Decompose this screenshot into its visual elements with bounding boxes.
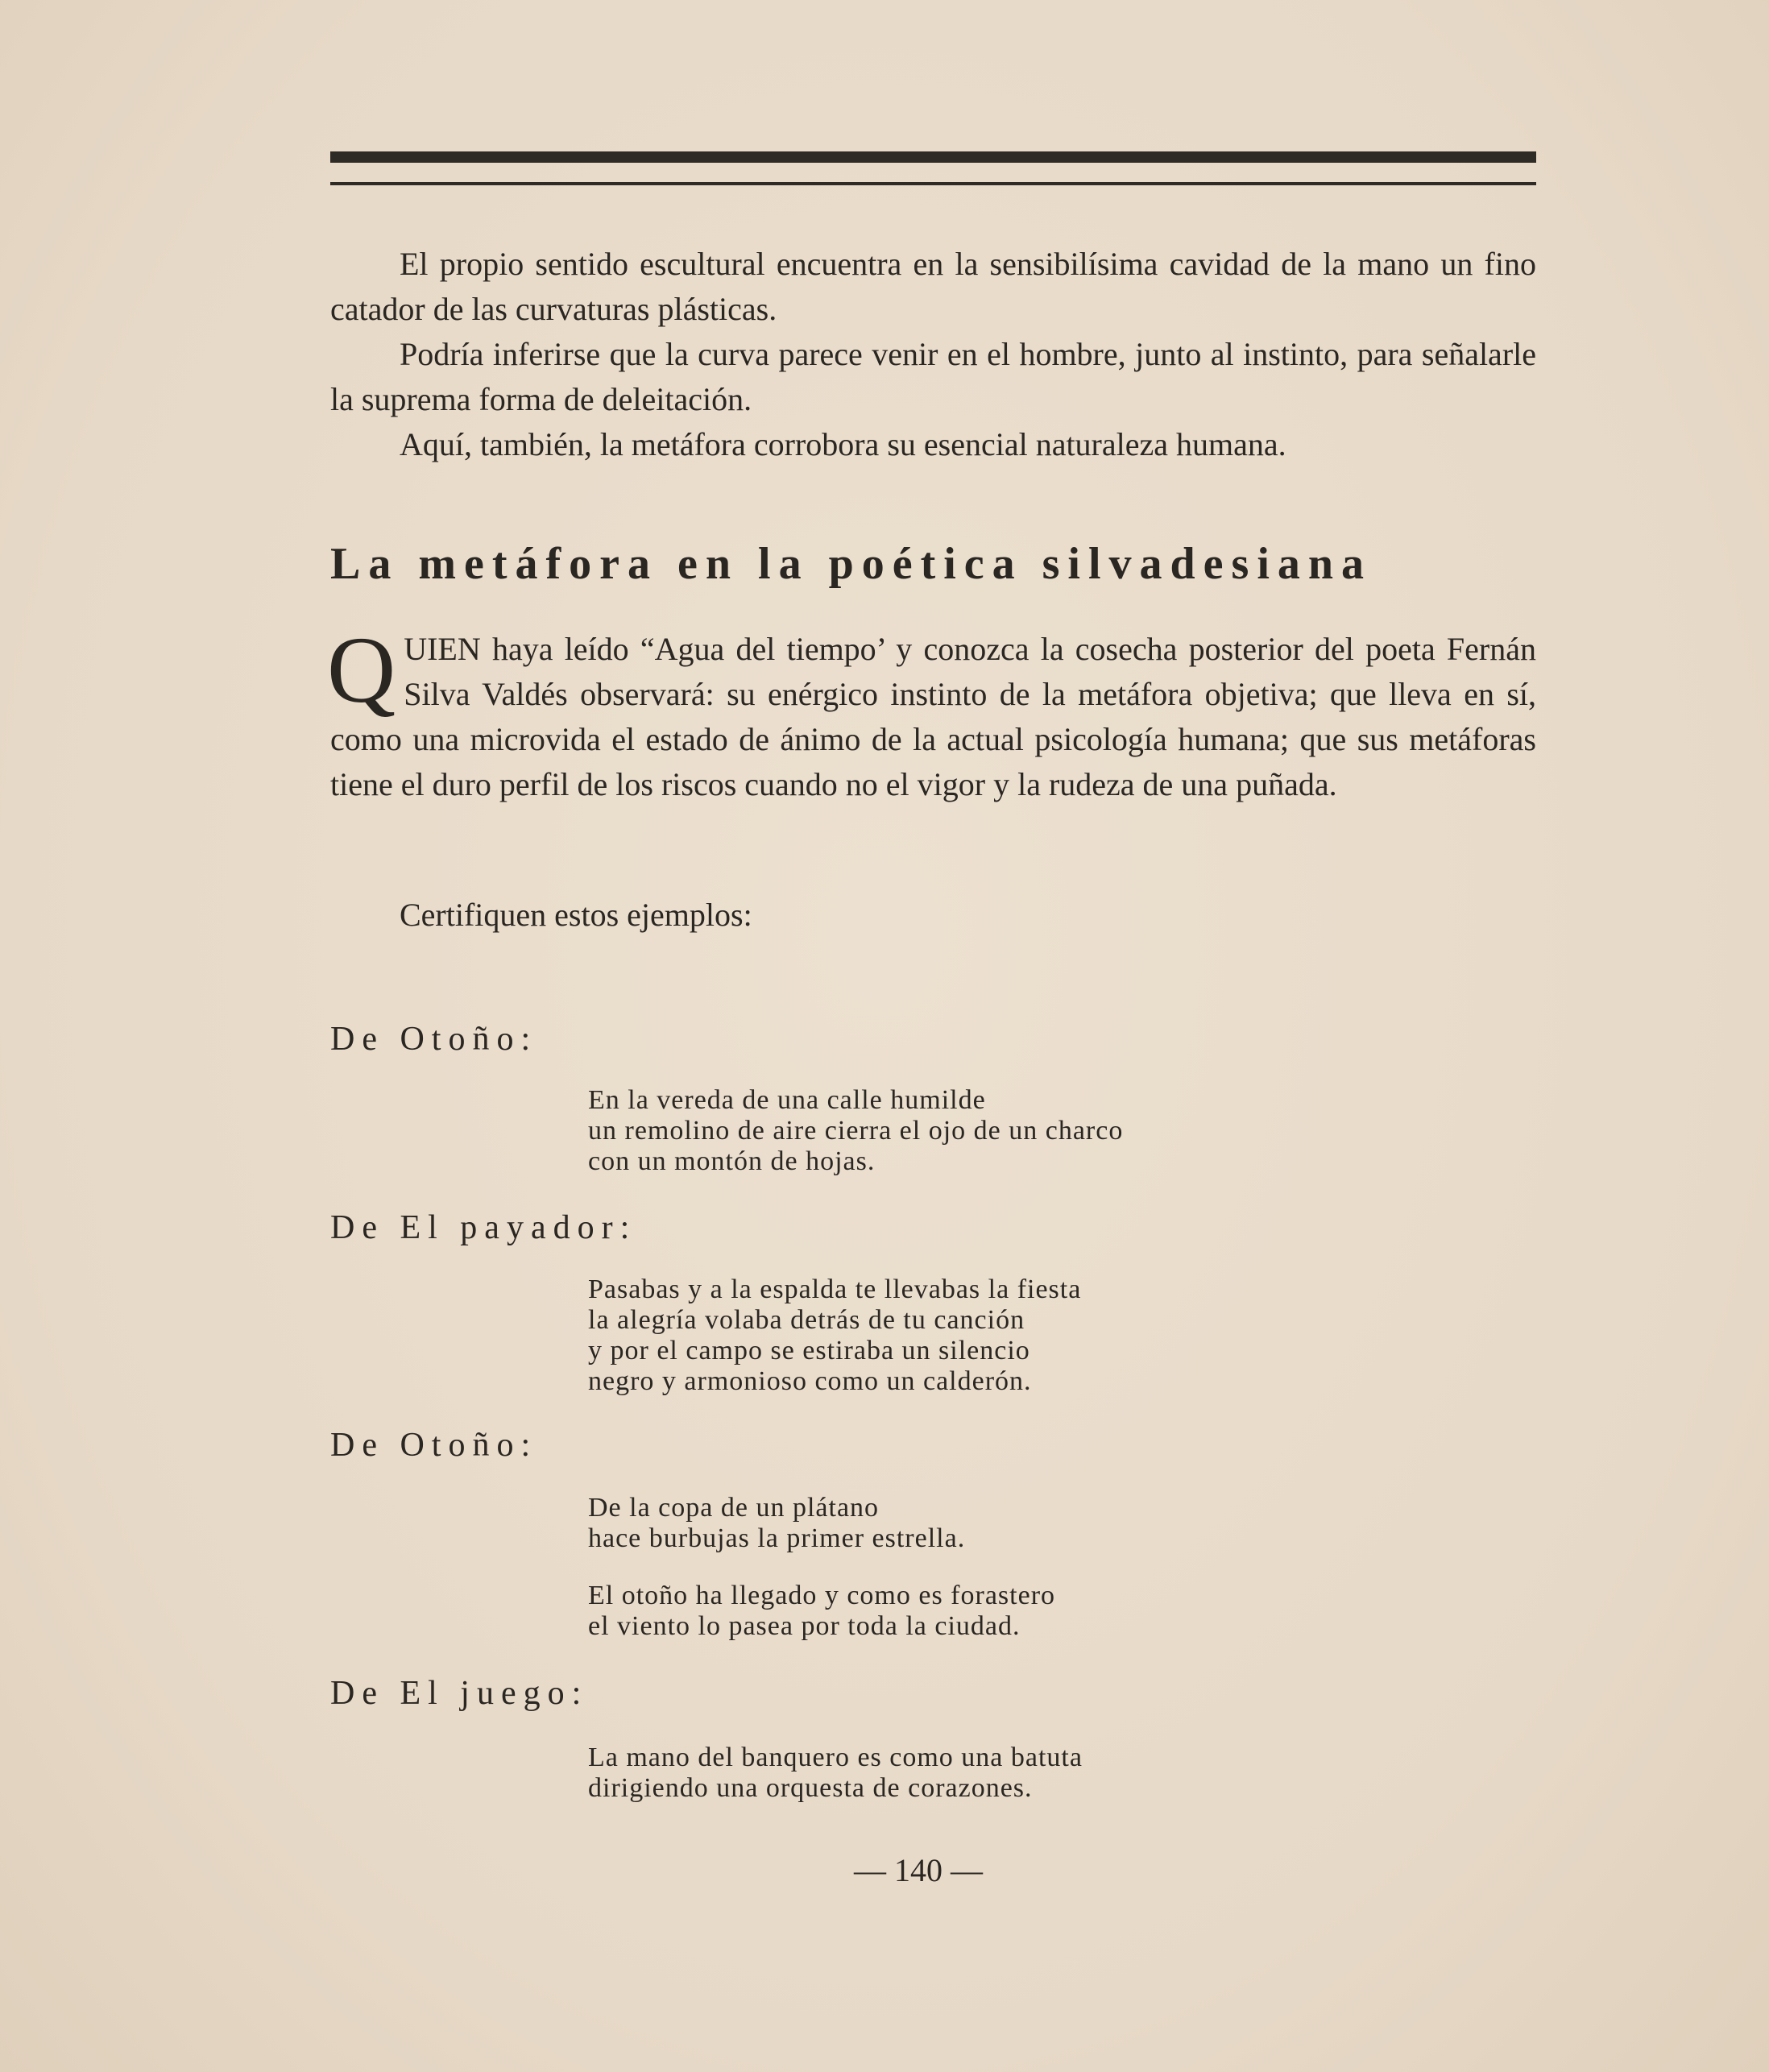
header-rule-thin xyxy=(330,182,1536,185)
intro-paragraph-2: Podría inferirse que la curva parece venir en el hombre, junto al instinto, para señalarle la suprema forma de deleitación. xyxy=(330,336,1536,417)
verse-line: hace burbujas la primer estrella. xyxy=(588,1523,966,1553)
example-verse-1 xyxy=(588,1085,1123,1177)
intro-paragraph-3: Aquí, también, la metáfora corrobora su esencial naturaleza humana. xyxy=(400,426,1286,462)
verse-line: dirigiendo una orquesta de corazones. xyxy=(588,1773,1033,1803)
page-number: — 140 — xyxy=(854,1852,983,1888)
verse-line: Pasabas y a la espalda te llevabas la fiesta xyxy=(588,1274,1082,1304)
verse-line: y por el campo se estiraba un silencio xyxy=(588,1336,1030,1365)
verse-line: En la vereda de una calle humilde xyxy=(588,1085,986,1115)
verse-line: el viento lo pasea por toda la ciudad. xyxy=(588,1611,1021,1641)
dropcap-paragraph xyxy=(327,617,1536,807)
verse-line: un remolino de aire cierra el ojo de un charco xyxy=(588,1116,1124,1146)
verse-line: De la copa de un plátano xyxy=(588,1493,880,1523)
verse-line: El otoño ha llegado y como es forastero xyxy=(588,1581,1056,1610)
section-title: La metáfora en la poética silvadesiana xyxy=(330,539,1373,589)
drop-cap-initial: Q xyxy=(327,617,396,723)
intro-text xyxy=(330,242,1536,467)
intro-paragraph-1: El propio sentido escultural encuentra en la sensibilísima cavidad de la mano un fino catador de las curvaturas plásticas. xyxy=(330,246,1536,327)
verse-line: con un montón de hojas. xyxy=(588,1146,876,1176)
example-verse-3b xyxy=(588,1581,1055,1642)
example-source-1: De Otoño: xyxy=(330,1021,538,1058)
examples-intro: Certifiquen estos ejemplos: xyxy=(400,897,752,933)
verse-line: negro y armonioso como un calderón. xyxy=(588,1366,1032,1396)
example-source-3: De Otoño: xyxy=(330,1427,538,1464)
example-source-4: De El juego: xyxy=(330,1675,589,1712)
verse-line: la alegría volaba detrás de tu canción xyxy=(588,1305,1025,1335)
header-rule-thick xyxy=(330,151,1536,163)
dropcap-paragraph-text: UIEN haya leído “Agua del tiempo’ y conozca la cosecha posterior del poeta Fernán Silva Valdés observará: su enérgico instinto de la metáfora objetiva; que lleva en sí, como una microvida el estado de ánimo de la actual psicología humana; que sus metáforas tiene el duro perfil de los riscos cuando no el vigor y la rudeza de una puñada. xyxy=(330,631,1536,802)
example-verse-3a xyxy=(588,1493,965,1554)
example-verse-4 xyxy=(588,1743,1083,1804)
verse-line: La mano del banquero es como una batuta xyxy=(588,1743,1083,1772)
example-source-2: De El payador: xyxy=(330,1209,637,1246)
example-verse-2 xyxy=(588,1274,1081,1397)
